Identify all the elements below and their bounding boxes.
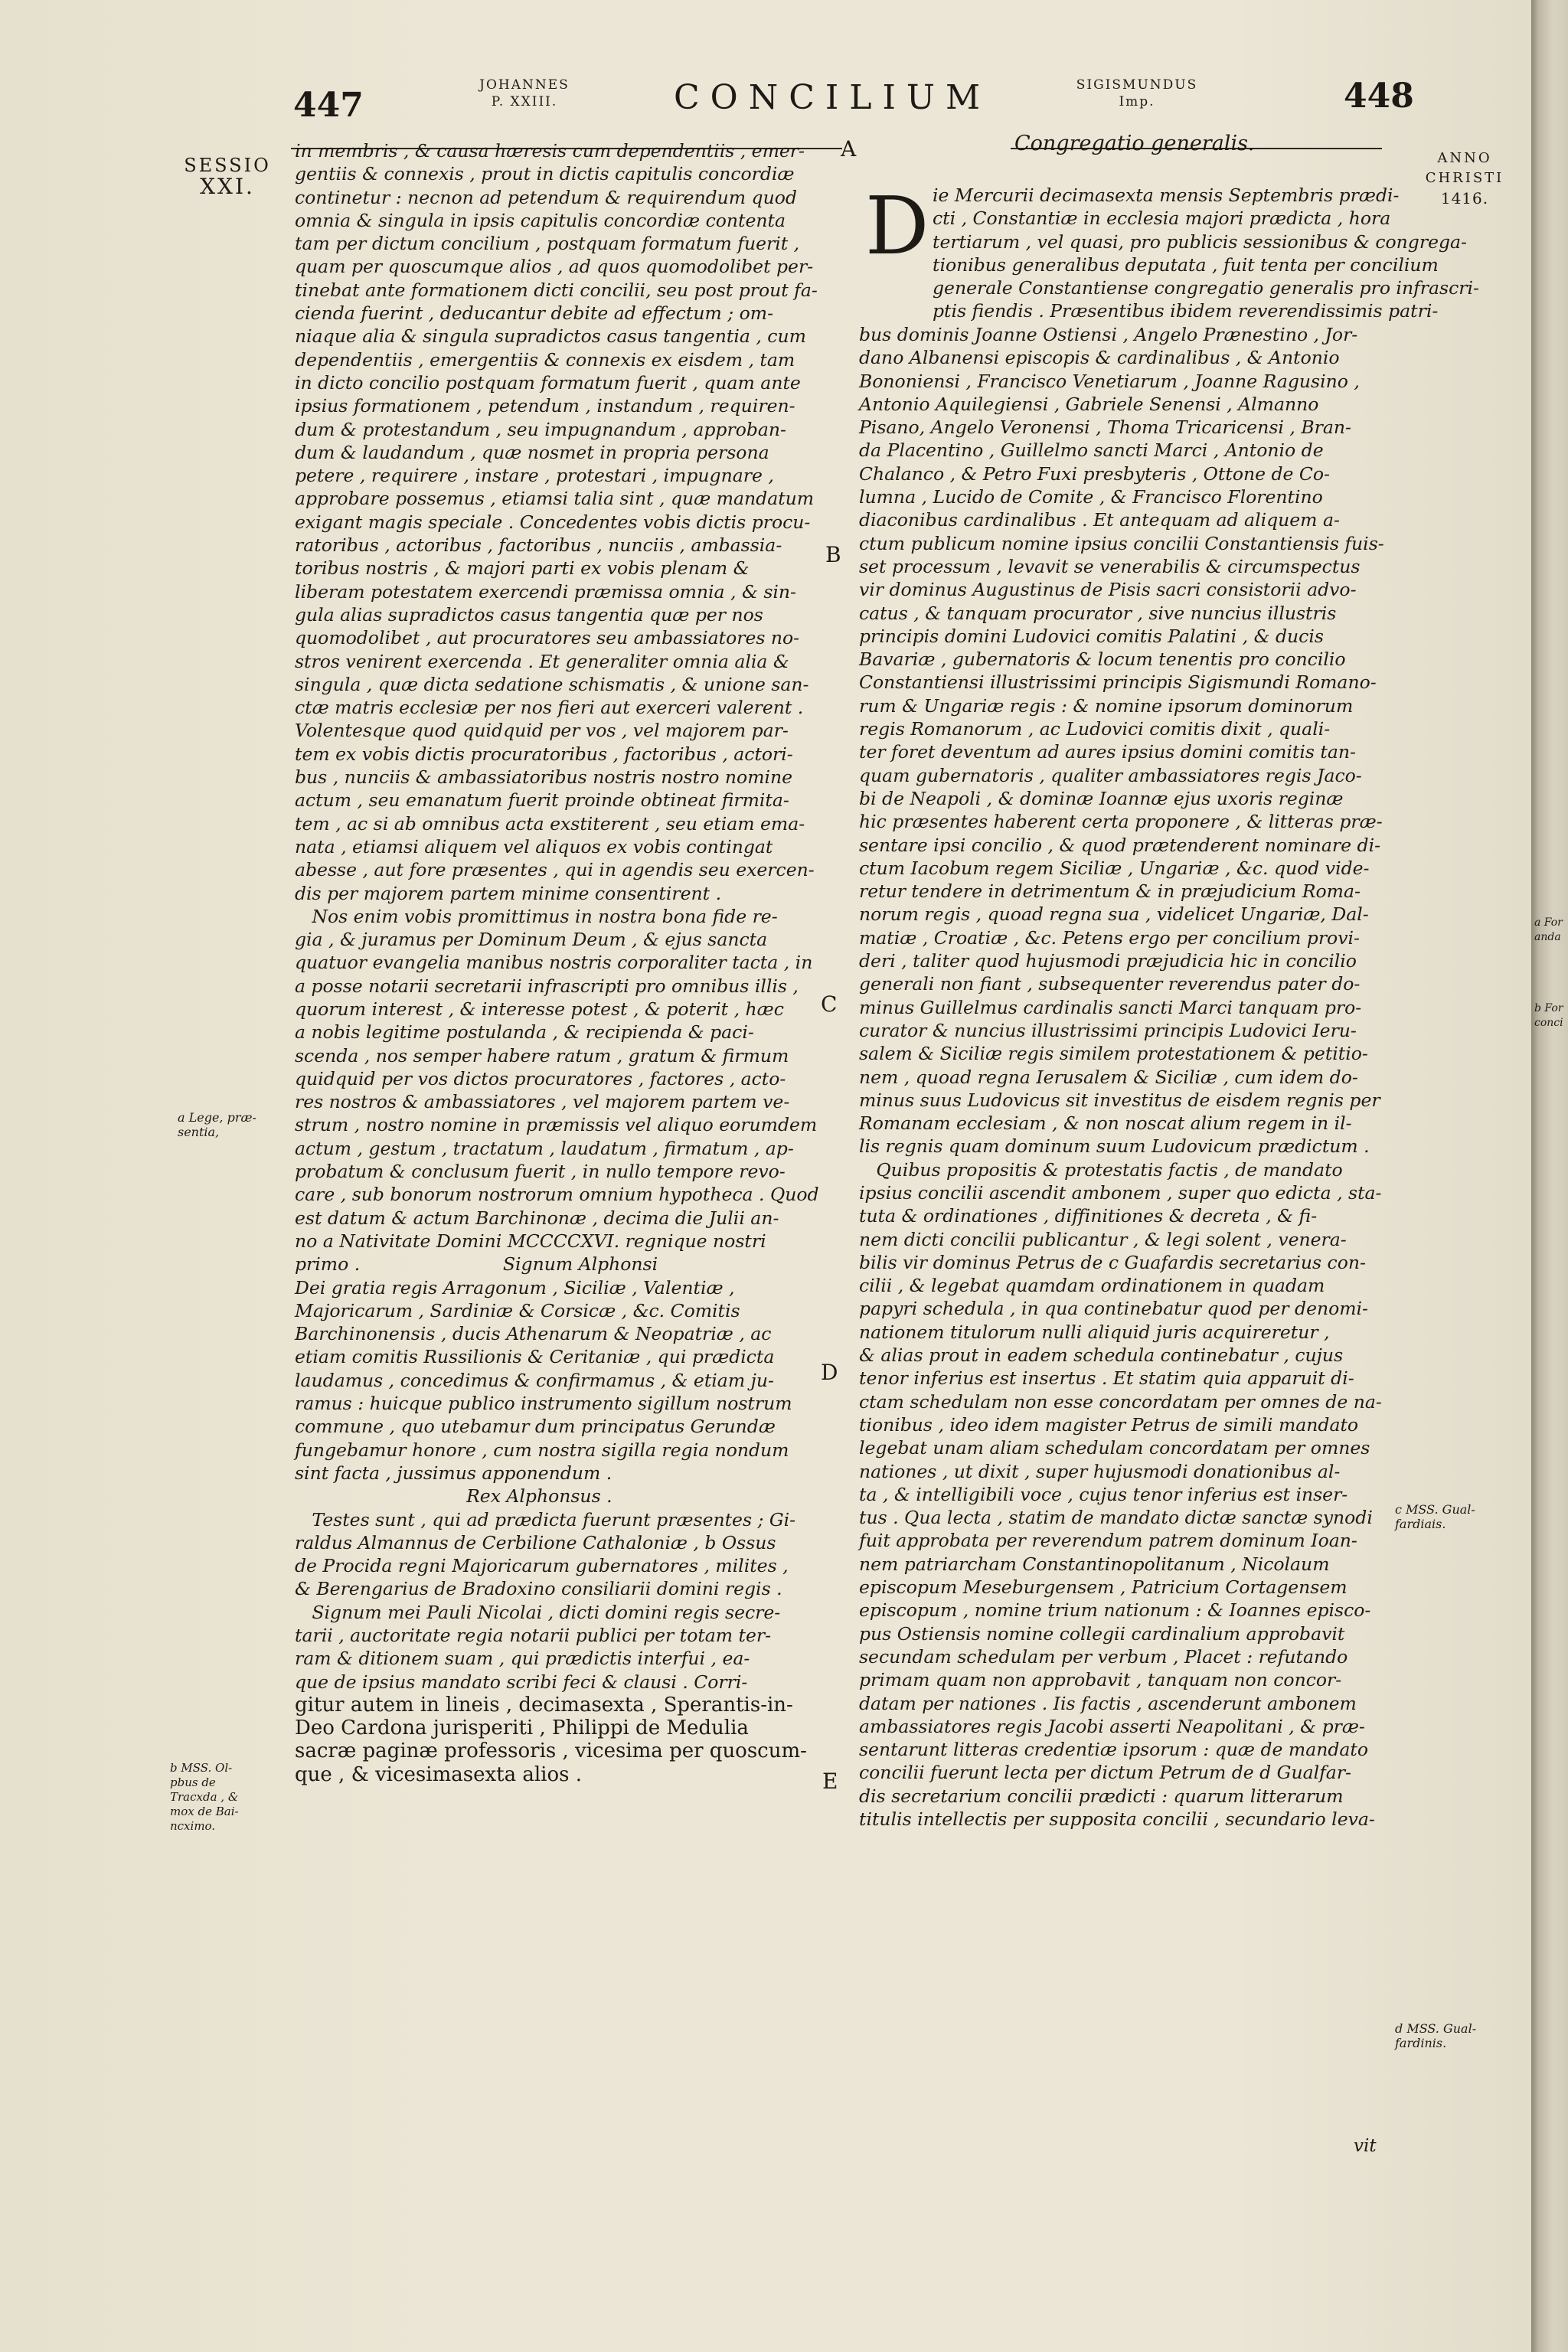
- edge-note-line: conci: [1534, 1017, 1563, 1029]
- text-line: primam quam non approbavit , tanquam non concor-: [859, 1669, 1342, 1691]
- anno-word: ANNO: [1437, 150, 1492, 166]
- text-line: tam per dictum concilium , postquam formatum fuerit ,: [295, 233, 800, 255]
- text-line: in membris , & causa hæresis cum dependentiis , emer-: [295, 140, 805, 162]
- text-line: bi de Neapoli , & dominæ Ioannæ ejus uxoris reginæ: [859, 787, 1344, 809]
- text-line: ctum publicum nomine ipsius concilii Constantiensis fuis-: [859, 532, 1384, 554]
- text-line: gentiis & connexis , prout in dictis capitulis concordiæ: [295, 163, 795, 185]
- christi-word: CHRISTI: [1425, 170, 1504, 186]
- text-line: Rex Alphonsus .: [295, 1485, 612, 1508]
- text-line: ipsius concilii ascendit ambonem , super quo edicta , sta-: [859, 1181, 1382, 1204]
- text-line: bilis vir dominus Petrus de c Guafardis secretarius con-: [859, 1251, 1366, 1273]
- text-line: Testes sunt , qui ad prædicta fuerunt præsentes ; Gi-: [295, 1508, 796, 1530]
- text-line: fungebamur honore , cum nostra sigilla regia nondum: [295, 1439, 789, 1461]
- text-line: dis per majorem partem minime consentirent .: [295, 882, 722, 904]
- edge-note-line: anda: [1534, 931, 1561, 943]
- header-right-running-title: [1068, 77, 1206, 110]
- text-line: strum , nostro nomine in præmissis vel aliquo eorumdem: [295, 1114, 818, 1136]
- text-line: que de ipsius mandato scribi feci & clausi . Corri-: [295, 1671, 748, 1693]
- sessio-word: SESSIO: [184, 155, 271, 176]
- text-line: probatum & conclusum fuerit , in nullo tempore revo-: [295, 1161, 786, 1183]
- edge-note-top: [1534, 916, 1568, 945]
- text-line: concilii fuerunt lecta per dictum Petrum de d Gualfar-: [859, 1762, 1351, 1784]
- text-line: ipsius formationem , petendum , instandum , requiren-: [295, 395, 795, 417]
- emperor-name: SIGISMUNDUS: [1076, 77, 1198, 93]
- text-line: Constantiensi illustrissimi principis Sigismundi Romano-: [859, 671, 1377, 694]
- edge-note-line: a For: [1534, 916, 1563, 929]
- text-line: ram & ditionem suam , qui prædictis interfui , ea-: [295, 1648, 750, 1670]
- text-line: minus suus Ludovicus sit investitus de eisdem regnis per: [859, 1089, 1380, 1111]
- text-line: nationem titulorum nulli aliquid juris acquireretur ,: [859, 1321, 1330, 1343]
- margin-note-b-line: b MSS. Ol-: [170, 1761, 233, 1775]
- text-line: no a Nativitate Domini MCCCCXVI. regnique nostri: [295, 1230, 766, 1252]
- margin-note-a: [178, 1110, 277, 1139]
- text-line: Majoricarum , Sardiniæ & Corsicæ , &c. Comitis: [295, 1299, 740, 1321]
- text-line: tionibus generalibus deputata , fuit tenta per concilium: [933, 253, 1439, 276]
- text-line: tenor inferius est insertus . Et statim quia apparuit di-: [859, 1367, 1354, 1390]
- text-line: Barchinonensis , ducis Athenarum & Neopatriæ , ac: [295, 1323, 772, 1345]
- text-line: tinebat ante formationem dicti concilii, seu post prout fa-: [295, 279, 818, 301]
- text-line: de Procida regni Majoricarum gubernatores , milites ,: [295, 1555, 789, 1577]
- text-line: tuta & ordinationes , diffinitiones & decreta , & fi-: [859, 1205, 1318, 1227]
- margin-note-b: [170, 1761, 277, 1834]
- text-line: quatuor evangelia manibus nostris corporaliter tacta , in: [295, 952, 813, 974]
- session-label: [178, 155, 277, 198]
- text-line: gula alias supradictos casus tangentia quæ per nos: [295, 603, 763, 626]
- text-line: Pisano, Angelo Veronensi , Thoma Tricaricensi , Bran-: [859, 416, 1351, 439]
- text-line: cti , Constantiæ in ecclesia majori prædicta , hora: [933, 207, 1391, 230]
- text-line: sentarunt litteras credentiæ ipsorum : quæ de mandato: [859, 1739, 1368, 1761]
- text-line: & Berengarius de Bradoxino consiliarii domini regis .: [295, 1578, 782, 1600]
- emperor-title: Imp.: [1119, 94, 1155, 109]
- text-line: tarii , auctoritate regia notarii publici per totam ter-: [295, 1625, 772, 1646]
- text-line: sacræ paginæ professoris , vicesima per quoscum-: [295, 1740, 807, 1763]
- text-line: est datum & actum Barchinonæ , decima die Julii an-: [295, 1207, 779, 1229]
- margin-note-c: [1395, 1502, 1510, 1531]
- text-line: Volentesque quod quidquid per vos , vel majorem par-: [295, 720, 789, 742]
- text-line: set processum , levavit se venerabilis & circumspectus: [859, 555, 1361, 577]
- text-line: ptis fiendis . Præsentibus ibidem reverendissimis patri-: [933, 300, 1439, 322]
- text-line: bus , nunciis & ambassiatoribus nostris nostro nomine: [295, 766, 793, 789]
- text-line: Quibus propositis & protestatis factis , de mandato: [859, 1158, 1343, 1181]
- margin-note-d-line: d MSS. Gual-: [1395, 2021, 1477, 2036]
- text-line: ratoribus , actoribus , factoribus , nunciis , ambassia-: [295, 534, 782, 557]
- margin-note-d: [1395, 2021, 1510, 2050]
- text-line: nem dicti concilii publicantur , & legi solent , venera-: [859, 1228, 1347, 1250]
- text-line: ta , & intelligibili voce , cujus tenor inferius est inser-: [859, 1483, 1348, 1505]
- header-left-running-title: [467, 77, 582, 110]
- margin-note-a-line: a Lege, præ-: [178, 1110, 256, 1125]
- text-line: tertiarum , vel quasi, pro publicis sessionibus & congrega-: [933, 230, 1467, 253]
- text-line: deri , taliter quod hujusmodi præjudicia hic in concilio: [859, 950, 1357, 972]
- text-line: hic præsentes haberent certa proponere , & litteras præ-: [859, 811, 1383, 833]
- text-line: commune , quo utebamur dum principatus Gerundæ: [295, 1416, 776, 1438]
- text-line: a posse notarii secretarii infrascripti pro omnibus illis ,: [295, 975, 799, 997]
- text-line: primo . Signum Alphonsi: [295, 1253, 658, 1276]
- pope-number: P. XXIII.: [491, 94, 558, 109]
- text-line: dano Albanensi episcopis & cardinalibus , & Antonio: [859, 347, 1340, 369]
- text-line: toribus nostris , & majori parti ex vobis plenam &: [295, 557, 750, 580]
- text-line: rum & Ungariæ regis : & nomine ipsorum dominorum: [859, 694, 1354, 717]
- right-section-heading: Congregatio generalis.: [1014, 132, 1255, 155]
- text-line: fuit approbata per reverendum patrem dominum Ioan-: [859, 1530, 1357, 1552]
- text-line: bus dominis Joanne Ostiensi , Angelo Prænestino , Jor-: [859, 324, 1358, 345]
- text-line: datam per nationes . Iis factis , ascenderunt ambonem: [859, 1692, 1357, 1714]
- text-line: regis Romanorum , ac Ludovici comitis dixit , quali-: [859, 718, 1331, 740]
- section-letter-b: B: [825, 542, 841, 567]
- section-letter-a: A: [841, 136, 857, 162]
- text-line: omnia & singula in ipsis capitulis concordiæ contenta: [295, 209, 786, 231]
- right-page-number: 448: [1344, 77, 1414, 116]
- text-line: nata , etiamsi aliquem vel aliquos ex vobis contingat: [295, 835, 773, 858]
- text-line: quidquid per vos dictos procuratores , factores , acto-: [295, 1067, 786, 1089]
- text-line: etiam comitis Russilionis & Ceritaniæ , qui prædicta: [295, 1346, 775, 1368]
- page-title: CONCILIUM: [674, 78, 991, 117]
- text-line: papyri schedula , in qua continebatur quod per denomi-: [859, 1298, 1368, 1320]
- text-line: episcopum , nomine trium nationum : & Ioannes episco-: [859, 1599, 1371, 1622]
- catchword: vit: [1354, 2136, 1377, 2156]
- pope-name: JOHANNES: [479, 77, 570, 93]
- text-line: principis domini Ludovici comitis Palatini , & ducis: [859, 625, 1324, 647]
- text-line: actum , gestum , tractatum , laudatum , firmatum , ap-: [295, 1137, 794, 1159]
- text-line: titulis intellectis per supposita concilii , secundario leva-: [859, 1808, 1375, 1830]
- book-gutter: [1531, 0, 1568, 2352]
- text-line: gia , & juramus per Dominum Deum , & ejus sancta: [295, 929, 768, 951]
- text-line: liberam potestatem exercendi præmissa omnia , & sin-: [295, 580, 796, 603]
- left-page-number: 447: [293, 86, 364, 125]
- text-line: quorum interest , & interesse potest , & poterit , hæc: [295, 998, 784, 1020]
- margin-note-b-line: mox de Bai-: [170, 1805, 239, 1818]
- text-line: tionibus , ideo idem magister Petrus de simili mandato: [859, 1413, 1359, 1436]
- text-line: quomodolibet , aut procuratores seu ambassiatores no-: [295, 627, 800, 649]
- text-line: tem ex vobis dictis procuratoribus , factoribus , actori-: [295, 743, 793, 765]
- text-line: lis regnis quam dominum suum Ludovicum prædictum .: [859, 1135, 1370, 1158]
- text-line: que , & vicesimasexta alios .: [295, 1762, 583, 1786]
- text-line: in dicto concilio postquam formatum fuerit , quam ante: [295, 371, 801, 394]
- margin-note-b-line: Tracxda , &: [170, 1790, 239, 1804]
- text-line: nationes , ut dixit , super hujusmodi donationibus al-: [859, 1460, 1341, 1482]
- sessio-number: XXI.: [200, 174, 255, 199]
- text-line: secundam schedulam per verbum , Placet : refutando: [859, 1645, 1348, 1668]
- drop-cap: D: [865, 179, 929, 273]
- text-line: ambassiatores regis Jacobi asserti Neapolitani , & præ-: [859, 1715, 1365, 1737]
- text-line: continetur : necnon ad petendum & requirendum quod: [295, 186, 797, 208]
- text-line: ctæ matris ecclesiæ per nos fieri aut exerceri valerent .: [295, 697, 804, 719]
- text-line: dependentiis , emergentiis & connexis ex eisdem , tam: [295, 348, 795, 371]
- text-line: catus , & tanquam procurator , sive nuncius illustris: [859, 602, 1337, 624]
- text-line: stros venirent exercenda . Et generaliter omnia alia &: [295, 650, 789, 672]
- text-line: nem patriarcham Constantinopolitanum , Nicolaum: [859, 1553, 1330, 1575]
- text-line: tem , ac si ab omnibus acta exstiterent , seu etiam ema-: [295, 812, 805, 835]
- text-line: Antonio Aquilegiensi , Gabriele Senensi , Almanno: [859, 393, 1319, 415]
- text-line: gitur autem in lineis , decimasexta , Sperantis-in-: [295, 1693, 793, 1717]
- text-line: generale Constantiense congregatio generalis pro infrascri-: [933, 277, 1479, 299]
- text-line: scenda , nos semper habere ratum , gratum & firmum: [295, 1044, 789, 1067]
- right-text-column: [859, 323, 1395, 1831]
- text-line: salem & Siciliæ regis similem protestationem & petitio-: [859, 1043, 1368, 1065]
- text-line: petere , requirere , instare , protestari , impugnare ,: [295, 465, 774, 487]
- year-marker: [1415, 149, 1514, 208]
- text-line: niaque alia & singula supradictos casus tangentia , cum: [295, 325, 806, 348]
- text-line: Nos enim vobis promittimus in nostra bona fide re-: [295, 905, 778, 927]
- text-line: Bavariæ , gubernatoris & locum tenentis pro concilio: [859, 648, 1346, 671]
- text-line: dis secretarium concilii prædicti : quarum litterarum: [859, 1785, 1344, 1807]
- text-line: legebat unam aliam schedulam concordatam per omnes: [859, 1437, 1370, 1459]
- text-line: dum & laudandum , quæ nosmet in propria persona: [295, 441, 769, 463]
- text-line: raldus Almannus de Cerbilione Cathaloniæ , b Ossus: [295, 1531, 776, 1553]
- text-line: quam per quoscumque alios , ad quos quomodolibet per-: [295, 256, 814, 278]
- margin-note-a-line: sentia,: [178, 1125, 220, 1139]
- text-line: laudamus , concedimus & confirmamus , & etiam ju-: [295, 1369, 774, 1391]
- text-line: minus Guillelmus cardinalis sancti Marci tanquam pro-: [859, 996, 1362, 1018]
- text-line: tus . Qua lecta , statim de mandato dictæ sanctæ synodi: [859, 1507, 1373, 1529]
- text-line: ctam schedulam non esse concordatam per omnes de na-: [859, 1390, 1382, 1413]
- text-line: ie Mercurii decimasexta mensis Septembris prædi-: [933, 185, 1400, 206]
- text-line: res nostros & ambassiatores , vel majorem partem ve-: [295, 1091, 790, 1113]
- text-line: care , sub bonorum nostrorum omnium hypotheca . Quod: [295, 1184, 819, 1206]
- section-letter-c: C: [821, 991, 838, 1017]
- margin-note-b-line: ncximo.: [170, 1819, 216, 1833]
- text-line: abesse , aut fore præsentes , qui in agendis seu exercen-: [295, 859, 815, 881]
- margin-note-d-line: fardinis.: [1395, 2036, 1447, 2050]
- year-number: 1416.: [1440, 189, 1489, 207]
- text-line: norum regis , quoad regna sua , videlicet Ungariæ, Dal-: [859, 903, 1369, 926]
- text-line: matiæ , Croatiæ , &c. Petens ergo per concilium provi-: [859, 926, 1360, 949]
- text-line: Romanam ecclesiam , & non noscat alium regem in il-: [859, 1112, 1352, 1135]
- text-line: singula , quæ dicta sedatione schismatis , & unione san-: [295, 673, 809, 695]
- text-line: cilii , & legebat quamdam ordinationem in quadam: [859, 1275, 1325, 1297]
- text-line: generali non fiant , subsequenter reverendus pater do-: [859, 973, 1361, 995]
- text-line: lumna , Lucido de Comite , & Francisco Florentino: [859, 486, 1323, 508]
- edge-note-bottom: [1534, 1001, 1568, 1031]
- text-line: & alias prout in eadem schedula continebatur , cujus: [859, 1344, 1344, 1367]
- text-line: Deo Cardona jurisperiti , Philippi de Medulia: [295, 1717, 749, 1740]
- text-line: retur tendere in detrimentum & in præjudicium Roma-: [859, 880, 1361, 903]
- section-letter-e: E: [822, 1769, 838, 1794]
- text-line: Bononiensi , Francisco Venetiarum , Joanne Ragusino ,: [859, 370, 1360, 392]
- text-line: nem , quoad regna Ierusalem & Siciliæ , cum idem do-: [859, 1066, 1358, 1088]
- text-line: quam gubernatoris , qualiter ambassiatores regis Jaco-: [859, 764, 1362, 786]
- text-line: a nobis legitime postulanda , & recipienda & paci-: [295, 1021, 754, 1044]
- text-line: curator & nuncius illustrissimi principis Ludovici Ieru-: [859, 1019, 1357, 1041]
- text-line: sint facta , jussimus apponendum .: [295, 1462, 612, 1484]
- text-line: exigant magis speciale . Concedentes vobis dictis procu-: [295, 511, 811, 533]
- text-line: ter foret deventum ad aures ipsius domini comitis tan-: [859, 741, 1356, 763]
- text-line: diaconibus cardinalibus . Et antequam ad aliquem a-: [859, 509, 1340, 531]
- margin-note-c-line: fardiais.: [1395, 1517, 1446, 1531]
- section-letter-d: D: [821, 1360, 838, 1385]
- left-text-column: [295, 139, 823, 1786]
- text-line: sentare ipsi concilio , & quod prætenderent nominare di-: [859, 834, 1381, 856]
- text-line: da Placentino , Guillelmo sancti Marci , Antonio de: [859, 439, 1324, 462]
- text-line: approbare possemus , etiamsi talia sint , quæ mandatum: [295, 488, 815, 510]
- text-line: Dei gratia regis Arragonum , Siciliæ , Valentiæ ,: [295, 1276, 735, 1298]
- text-line: pus Ostiensis nomine collegii cardinalium approbavit: [859, 1622, 1345, 1645]
- text-line: Chalanco , & Petro Fuxi presbyteris , Ottone de Co-: [859, 462, 1330, 485]
- text-line: episcopum Meseburgensem , Patricium Cortagensem: [859, 1576, 1348, 1599]
- margin-note-c-line: c MSS. Gual-: [1395, 1502, 1475, 1517]
- text-line: cienda fuerint , deducantur debite ad effectum ; om-: [295, 302, 774, 325]
- margin-note-b-line: pbus de: [170, 1775, 216, 1789]
- text-line: actum , seu emanatum fuerit proinde obtineat firmita-: [295, 789, 789, 812]
- text-line: ctum Iacobum regem Siciliæ , Ungariæ , &c. quod vide-: [859, 857, 1370, 879]
- text-line: dum & protestandum , seu impugnandum , approban-: [295, 418, 786, 440]
- text-line: ramus : huicque publico instrumento sigillum nostrum: [295, 1393, 792, 1415]
- text-line: vir dominus Augustinus de Pisis sacri consistorii advo-: [859, 579, 1357, 601]
- edge-note-line: b For: [1534, 1002, 1563, 1014]
- text-line: Signum mei Pauli Nicolai , dicti domini regis secre-: [295, 1601, 781, 1623]
